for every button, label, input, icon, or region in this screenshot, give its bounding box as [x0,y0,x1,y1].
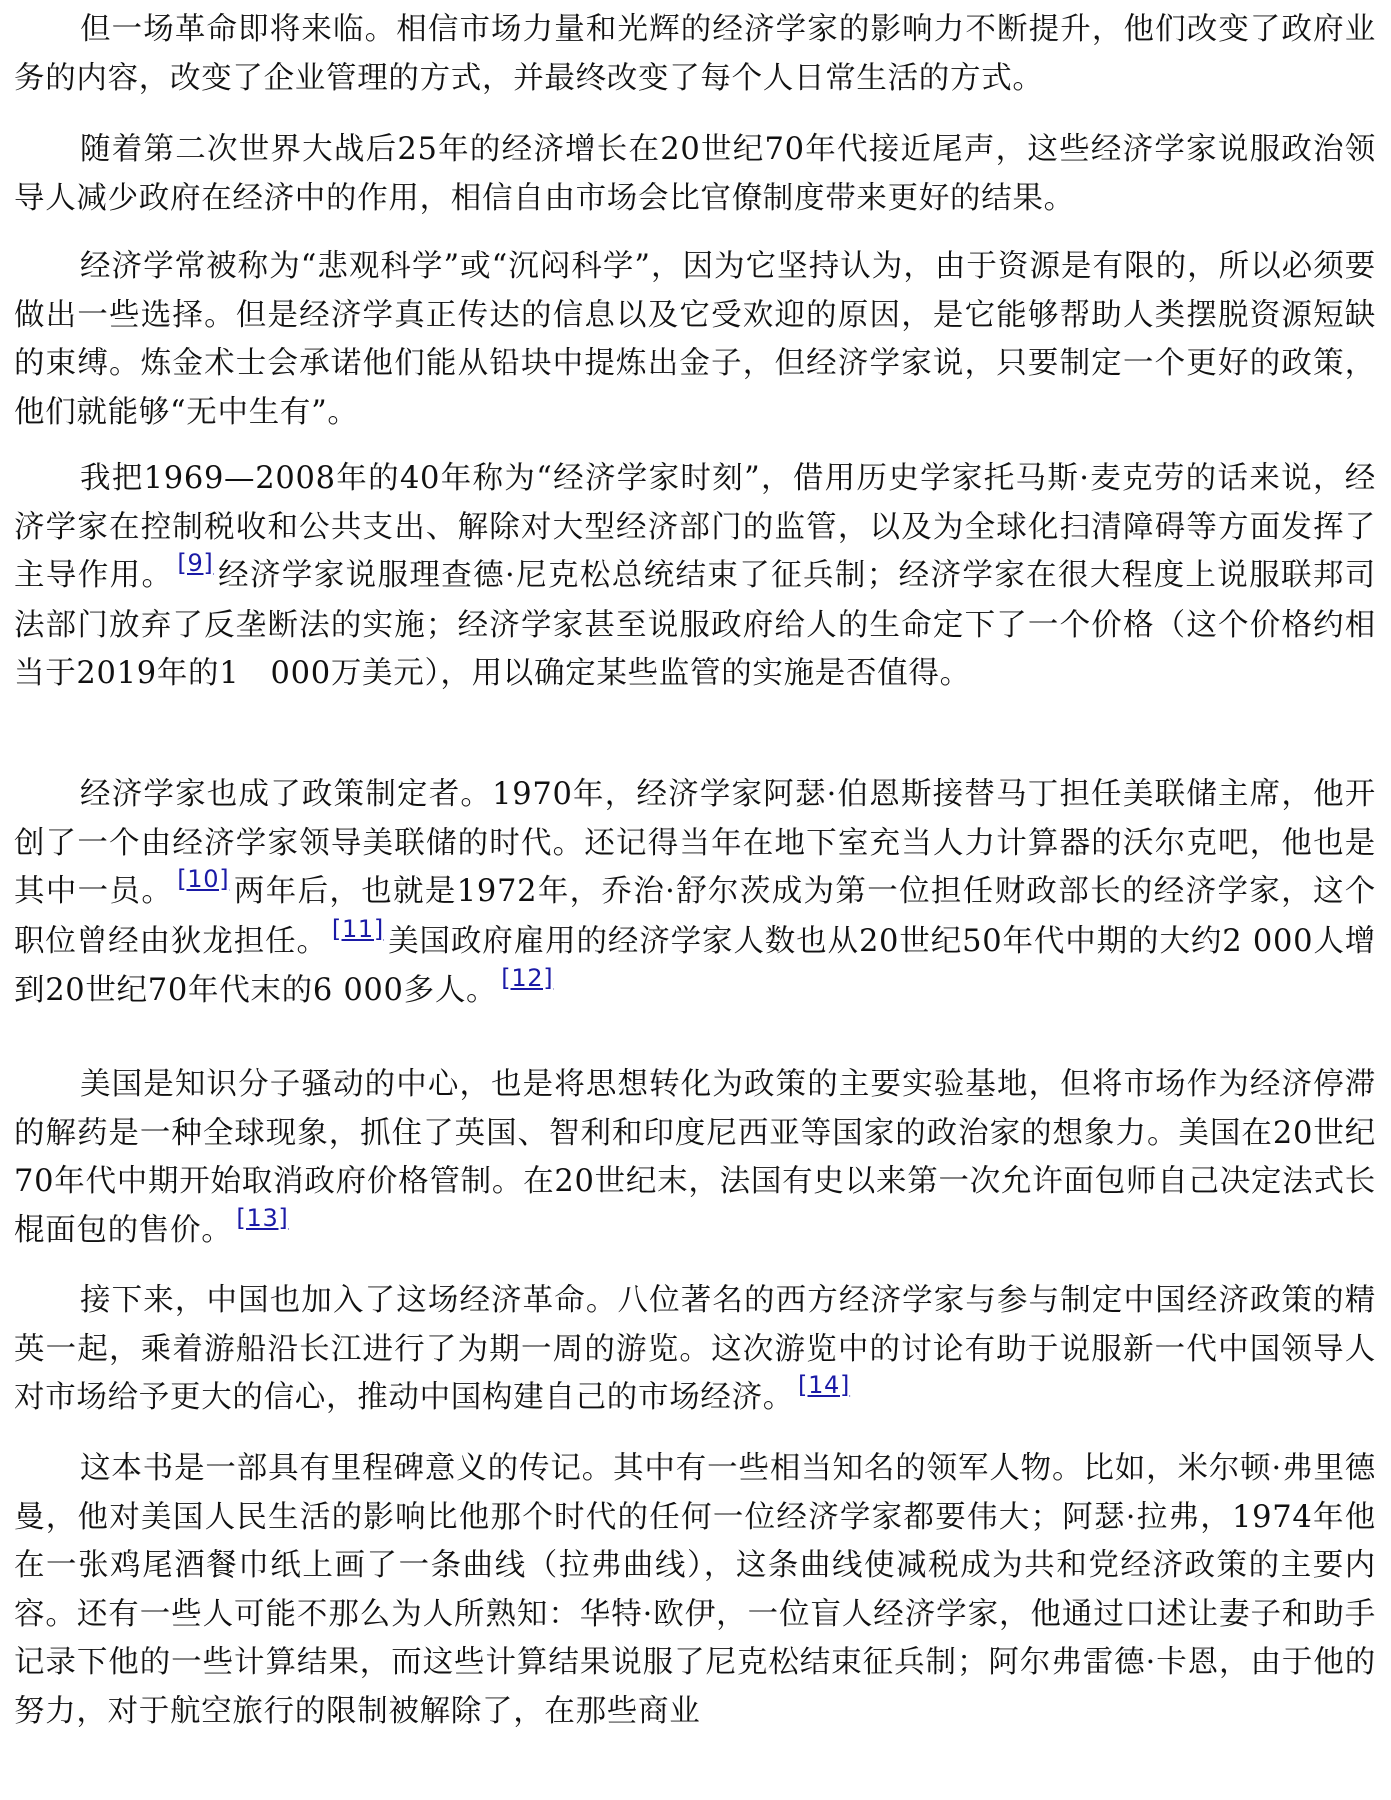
paragraph-7 [14,1277,1376,1424]
footnote-link[interactable]: [9] [177,549,214,577]
footnote-link[interactable]: [13] [236,1203,289,1232]
paragraph-text: 随着第二次世界大战后25年的经济增长在20世纪70年代接近尾声，这些经济学家说服政治领导人减少政府在经济中的作用，相信自由市场会比官僚制度带来更好的结果。 [14,132,1376,216]
paragraph-text: 这本书是一部具有里程碑意义的传记。其中有一些相当知名的领军人物。比如，米尔顿·弗里德曼，他对美国人民生活的影响比他那个时代的任何一位经济学家都要伟大；阿瑟·拉弗，1974年他在一张鸡尾酒餐巾纸上画了一条曲线（拉弗曲线），这条曲线使减税成为共和党经济政策的主要内容。还有一些人可能不那么为人所熟知：华特·欧伊，一位盲人经济学家，他通过口述让妻子和助手记录下他的一些计算结果，而这些计算结果说服了尼克松结束征兵制；阿尔弗雷德·卡恩，由于他的努力，对于航空旅行的限制被解除了，在那些商业 [14,1451,1376,1729]
paragraph-text: 经济学家也成了政策制定者。1970年，经济学家阿瑟·伯恩斯接替马丁担任美联储主席，他开创了一个由经济学家领导美联储的时代。还记得当年在地下室充当人力计算器的沃尔克吧，他也是其中一员。 [14,777,1376,909]
paragraph-text: 但一场革命即将来临。相信市场力量和光辉的经济学家的影响力不断提升，他们改变了政府业务的内容，改变了企业管理的方式，并最终改变了每个人日常生活的方式。 [14,12,1376,96]
paragraph-text: 美国是知识分子骚动的中心，也是将思想转化为政策的主要实验基地，但将市场作为经济停滞的解药是一种全球现象，抓住了英国、智利和印度尼西亚等国家的政治家的想象力。美国在20世纪70年代中期开始取消政府价格管制。在20世纪末，法国有史以来第一次允许面包师自己决定法式长棍面包的售价。 [14,1067,1376,1248]
paragraph-text: 接下来，中国也加入了这场经济革命。八位著名的西方经济学家与参与制定中国经济政策的精英一起，乘着游船沿长江进行了为期一周的游览。这次游览中的讨论有助于说服新一代中国领导人对市场给予更大的信心，推动中国构建自己的市场经济。 [14,1283,1376,1415]
paragraph-5 [14,771,1376,1017]
footnote-link[interactable]: [10] [177,865,230,893]
paragraph-text: 经济学常被称为“悲观科学”或“沉闷科学”，因为它坚持认为，由于资源是有限的，所以必须要做出一些选择。但是经济学真正传达的信息以及它受欢迎的原因，是它能够帮助人类摆脱资源短缺的束缚。炼金术士会承诺他们能从铅块中提炼出金子，但经济学家说，只要制定一个更好的政策，他们就能够“无中生有”。 [14,249,1376,430]
paragraph-2 [14,126,1376,223]
paragraph-8 [14,1445,1376,1736]
paragraph-text: 我把1969—2008年的40年称为“经济学家时刻”，借用历史学家托马斯·麦克劳的话来说，经济学家在控制税收和公共支出、解除对大型经济部门的监管，以及为全球化扫清障碍等方面发挥了主导作用。 [14,461,1376,593]
paragraph-text: 美国政府雇用的经济学家人数也从20世纪50年代中期的大约2 000人增到20世纪70年代末的6 000多人。 [14,923,1377,1008]
footnote-link[interactable]: [14] [798,1371,851,1399]
paragraph-6 [14,1061,1376,1256]
footnote-link[interactable]: [11] [331,914,384,943]
paragraph-1 [14,6,1376,103]
footnote-link[interactable]: [12] [501,964,554,992]
paragraph-4 [14,455,1376,699]
paragraph-text: 经济学家说服理查德·尼克松总统结束了征兵制；经济学家在很大程度上说服联邦司法部门放弃了反垄断法的实施；经济学家甚至说服政府给人的生命定下了一个价格（这个价格约相当于2019年的1 000万美元），用以确定某些监管的实施是否值得。 [14,558,1377,691]
paragraph-text: 两年后，也就是1972年，乔治·舒尔茨成为第一位担任财政部长的经济学家，这个职位曾经由狄龙担任。 [14,874,1376,959]
paragraph-3 [14,243,1376,437]
